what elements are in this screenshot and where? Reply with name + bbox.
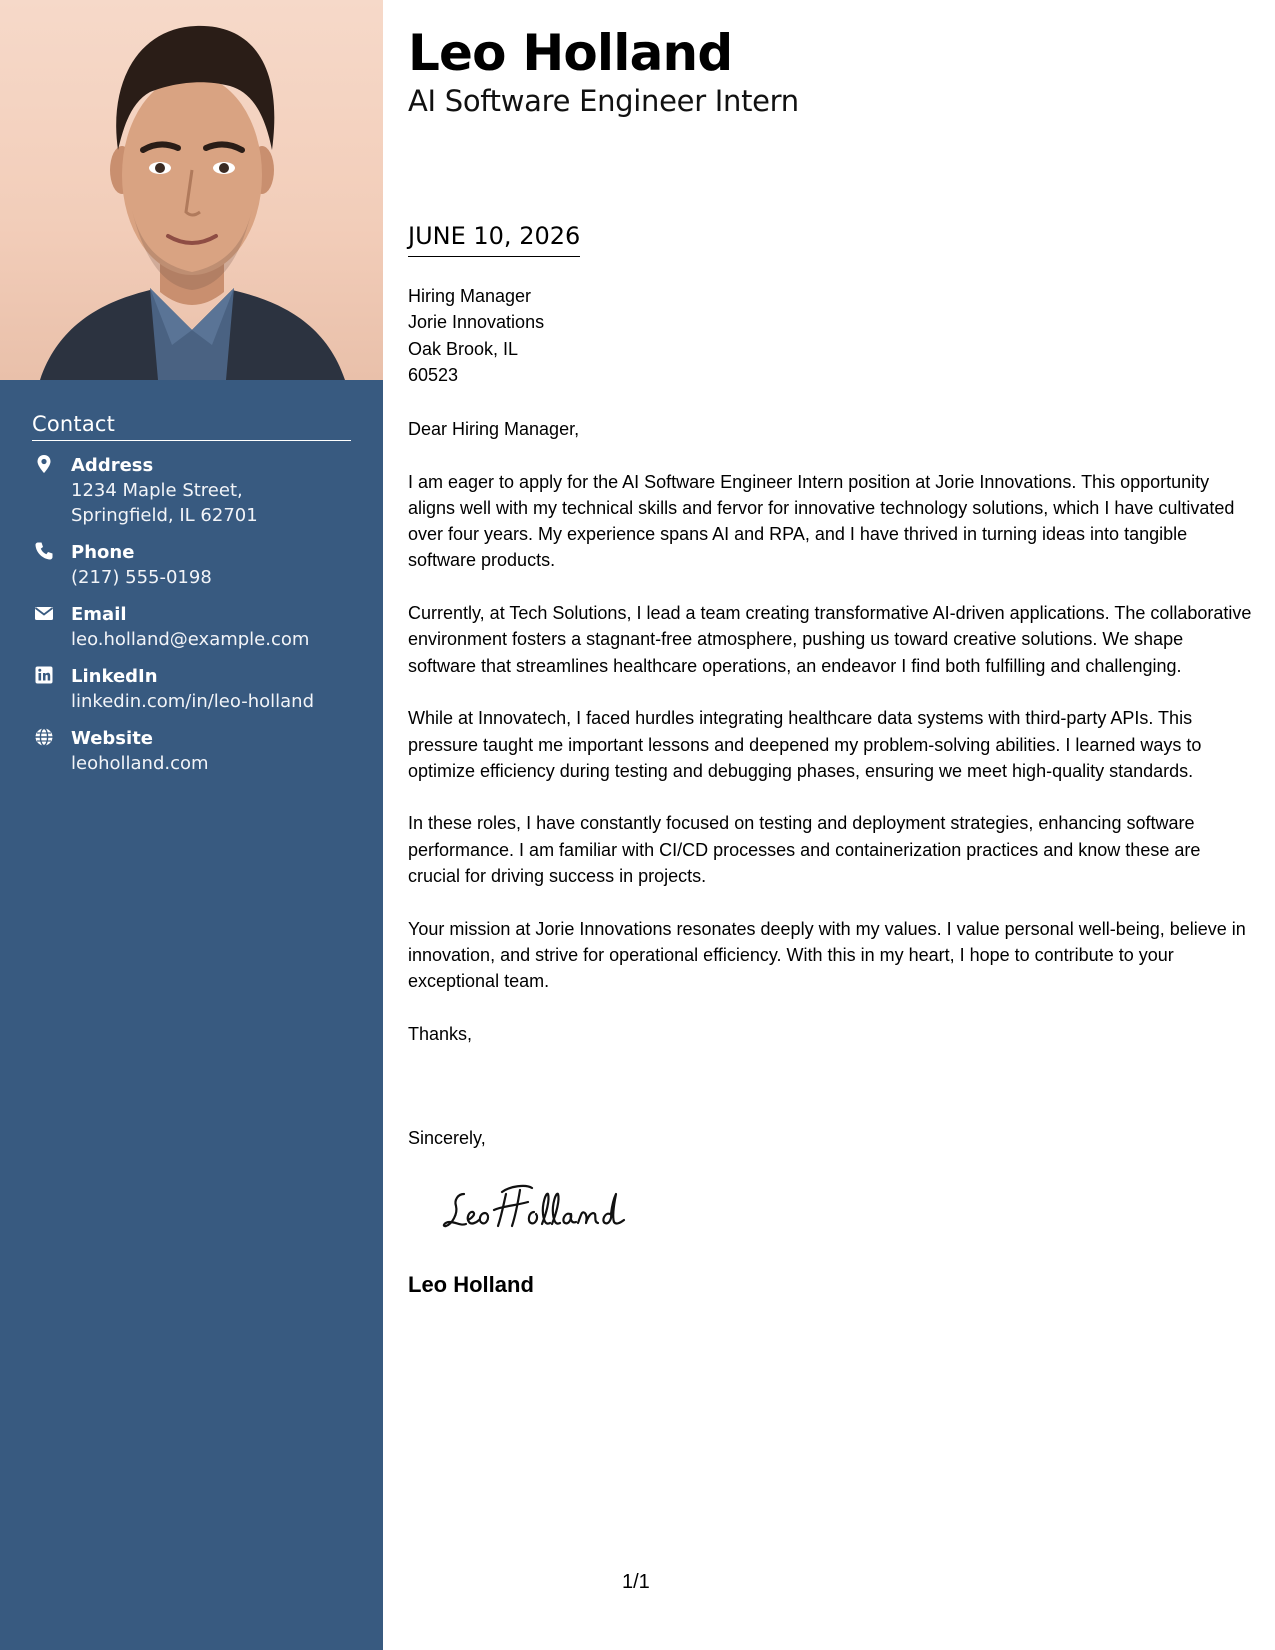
applicant-name: Leo Holland	[408, 24, 733, 82]
contact-address	[32, 453, 351, 528]
contact-value[interactable]: leoholland.com	[71, 753, 209, 774]
signature	[442, 1180, 642, 1240]
job-title: AI Software Engineer Intern	[408, 84, 799, 118]
contact-value: 1234 Maple Street, Springfield, IL 62701	[71, 480, 258, 526]
letter-date: JUNE 10, 2026	[408, 222, 580, 257]
contact-label: Address	[71, 455, 154, 476]
recipient-block	[408, 283, 544, 388]
closing-line: Sincerely,	[408, 1128, 486, 1148]
contact-value[interactable]: leo.holland@example.com	[71, 629, 310, 650]
contact-linkedin	[32, 664, 351, 714]
sidebar	[0, 0, 383, 1650]
linkedin-icon	[34, 665, 54, 685]
envelope-icon	[34, 603, 54, 623]
contact-label: Website	[71, 728, 154, 749]
body-paragraph: Your mission at Jorie Innovations resonates deeply with my values. I value personal well-being, believe in innovation, and strive for operational efficiency. With this in my heart, I hope to contribute to your exceptional team.	[408, 918, 1246, 992]
page-number: 1/1	[622, 1571, 650, 1593]
contact-section	[32, 412, 351, 776]
thanks-line: Thanks,	[408, 1023, 473, 1044]
letter-body	[408, 416, 1253, 1073]
recipient-line: Jorie Innovations	[408, 312, 545, 333]
contact-website	[32, 726, 351, 776]
contact-value: (217) 555-0198	[71, 567, 212, 588]
greeting: Dear Hiring Manager,	[408, 419, 580, 439]
body-paragraph: Currently, at Tech Solutions, I lead a team creating transformative AI-driven applications. The collaborative environment fosters a stagnant-free atmosphere, pushing us toward creative solutions. We shape software that streamlines healthcare operations, an endeavor I find both fulfilling and challenging.	[408, 603, 1252, 676]
recipient-line: 60523	[408, 364, 459, 385]
contact-label: LinkedIn	[71, 666, 158, 687]
contact-value[interactable]: linkedin.com/in/leo-holland	[71, 691, 315, 712]
body-paragraph: I am eager to apply for the AI Software Engineer Intern position at Jorie Innovations. This opportunity aligns well with my technical skills and fervor for innovative technology solutions, which I have cultivated over four years. My experience spans AI and RPA, and I have thrived in turning ideas into tangible software products.	[408, 471, 1235, 571]
profile-photo	[0, 0, 383, 380]
contact-label: Email	[71, 604, 127, 625]
contact-heading: Contact	[32, 412, 351, 441]
contact-label: Phone	[71, 542, 135, 563]
globe-icon	[34, 727, 54, 747]
recipient-line: Oak Brook, IL	[408, 338, 519, 359]
recipient-line: Hiring Manager	[408, 286, 532, 306]
body-paragraph: While at Innovatech, I faced hurdles integrating healthcare data systems with third-party APIs. This pressure taught me important lessons and deepened my problem-solving abilities. I learned ways to optimize efficiency during testing and debugging phases, ensuring we meet high-quality standards.	[408, 708, 1202, 781]
contact-email	[32, 602, 351, 652]
body-paragraph: In these roles, I have constantly focused on testing and deployment strategies, enhancing software performance. I am familiar with CI/CD processes and containerization practices and know these are crucial for driving success in projects.	[408, 813, 1201, 887]
contact-phone	[32, 540, 351, 590]
phone-icon	[34, 541, 54, 561]
map-pin-icon	[34, 454, 54, 474]
signer-name: Leo Holland	[408, 1272, 534, 1297]
